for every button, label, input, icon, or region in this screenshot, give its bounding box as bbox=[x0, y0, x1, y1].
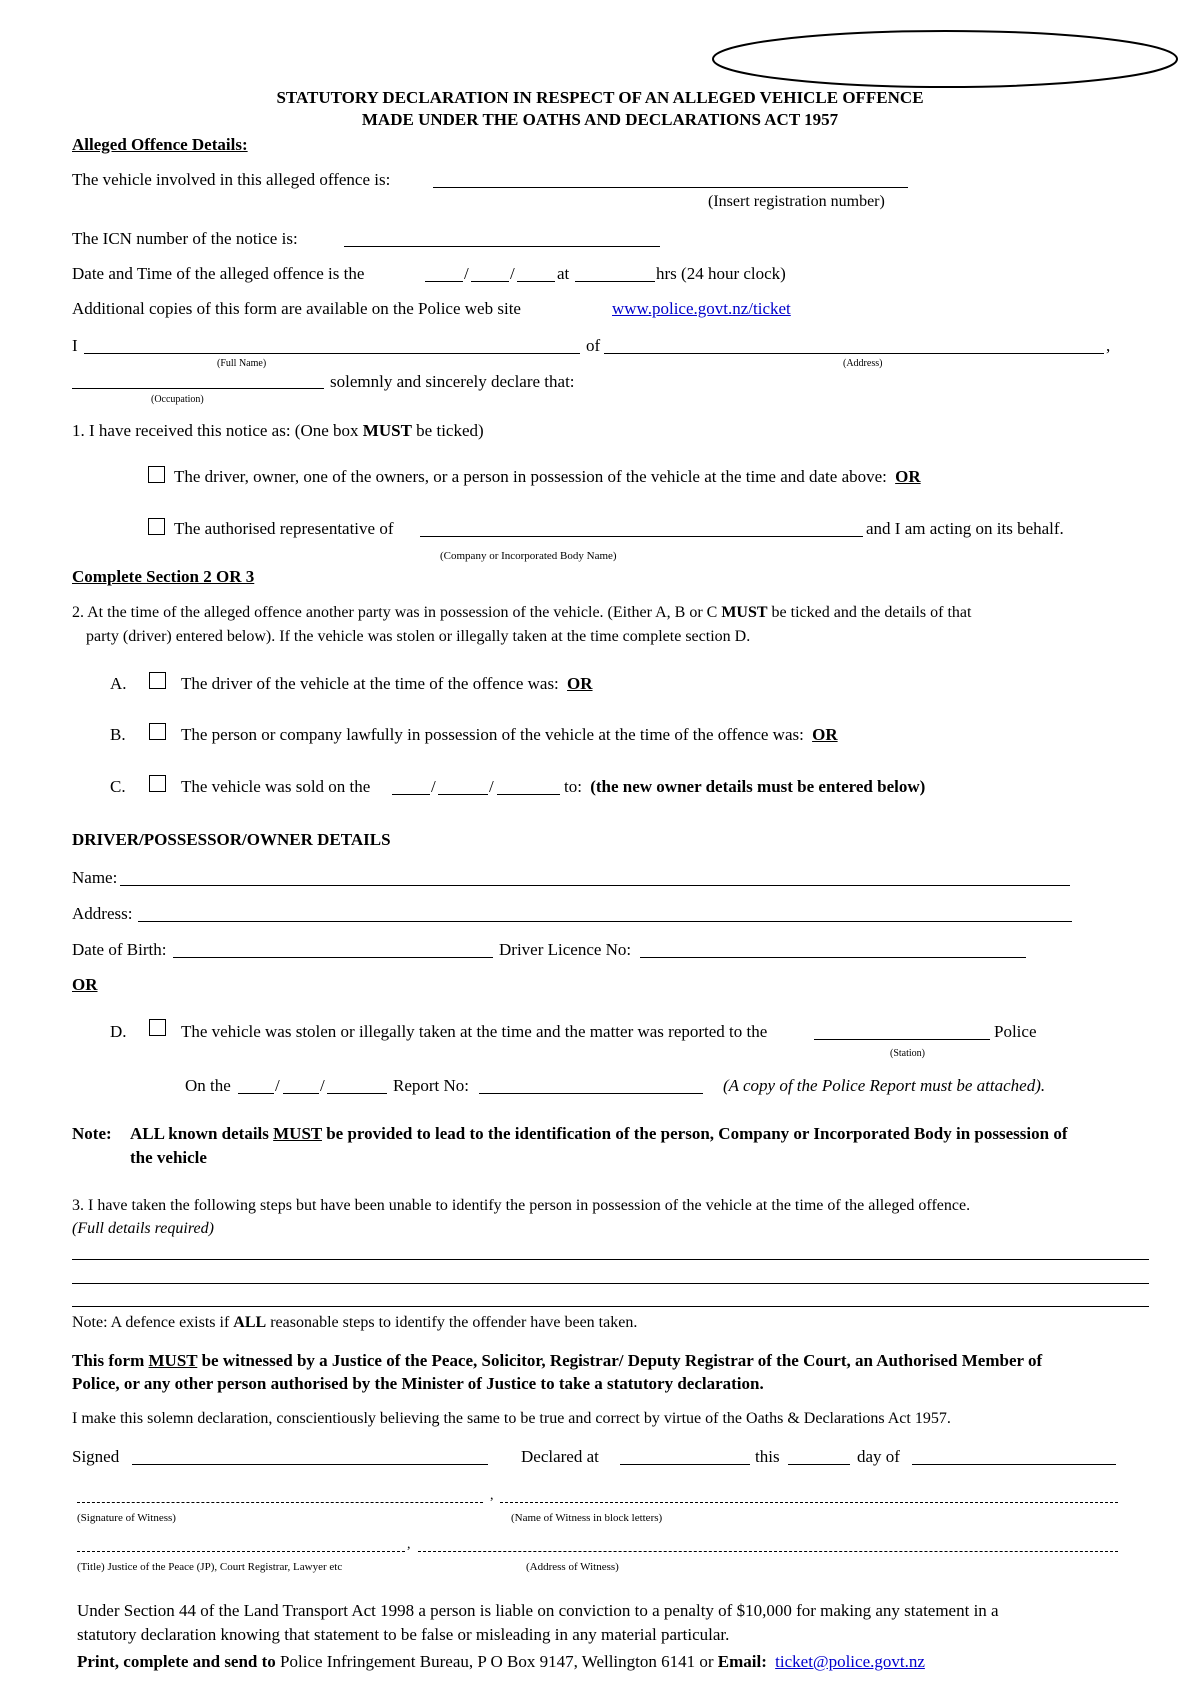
report-no-field[interactable] bbox=[479, 1093, 703, 1094]
note1-line1: ALL known details MUST be provided to lead to the identification of the person, Company or Incorporated Body in possession of bbox=[130, 1124, 1068, 1143]
registration-hint: (Insert registration number) bbox=[708, 193, 885, 210]
month-year-field[interactable] bbox=[912, 1464, 1116, 1465]
address-label: Address: bbox=[72, 904, 133, 923]
option-c-label: The vehicle was sold on the bbox=[181, 777, 371, 796]
title-hint: (Title) Justice of the Peace (JP), Court Registrar, Lawyer etc bbox=[77, 1561, 343, 1573]
section1-intro: 1. I have received this notice as: (One box MUST be ticked) bbox=[72, 421, 484, 440]
report-no-label: Report No: bbox=[393, 1076, 470, 1095]
company-hint: (Company or Incorporated Body Name) bbox=[440, 550, 617, 562]
declared-at-field[interactable] bbox=[620, 1464, 750, 1465]
report-month-field[interactable] bbox=[283, 1093, 319, 1094]
icn-field[interactable] bbox=[344, 246, 660, 247]
option-c-post: to: (the new owner details must be entered below) bbox=[564, 777, 926, 796]
email-link[interactable]: ticket@police.govt.nz bbox=[775, 1652, 925, 1671]
form-title-line2: MADE UNDER THE OATHS AND DECLARATIONS ACT 1957 bbox=[361, 110, 839, 129]
icn-label: The ICN number of the notice is: bbox=[72, 229, 298, 248]
registration-field[interactable] bbox=[433, 187, 908, 188]
date-year-field[interactable] bbox=[517, 281, 555, 282]
time-field[interactable] bbox=[575, 281, 655, 282]
driver-name-field[interactable] bbox=[120, 885, 1070, 886]
name-label: Name: bbox=[72, 868, 118, 887]
occupation-field[interactable] bbox=[72, 388, 324, 389]
address-field[interactable] bbox=[604, 353, 1104, 354]
steps-line-1[interactable] bbox=[72, 1259, 1149, 1260]
steps-line-3[interactable] bbox=[72, 1306, 1149, 1307]
office-use-oval bbox=[710, 28, 1180, 90]
report-year-field[interactable] bbox=[327, 1093, 387, 1094]
offence-heading: Alleged Offence Details: bbox=[72, 135, 248, 154]
date-day-field[interactable] bbox=[425, 281, 463, 282]
address-hint: (Address) bbox=[843, 358, 883, 369]
name-witness-hint: (Name of Witness in block letters) bbox=[511, 1512, 663, 1524]
form-title-line1: STATUTORY DECLARATION IN RESPECT OF AN ALLEGED VEHICLE OFFENCE bbox=[276, 88, 924, 107]
section2-heading: Complete Section 2 OR 3 bbox=[72, 567, 255, 586]
declare-text: solemnly and sincerely declare that: bbox=[330, 372, 575, 391]
sold-day-field[interactable] bbox=[392, 794, 430, 795]
signature-field[interactable] bbox=[132, 1464, 488, 1465]
date-month-field[interactable] bbox=[471, 281, 509, 282]
date-at: at bbox=[557, 264, 570, 283]
note1-line2: the vehicle bbox=[130, 1148, 207, 1167]
witness-address-field[interactable] bbox=[418, 1551, 1118, 1552]
witness-signature-field[interactable] bbox=[77, 1502, 483, 1503]
vehicle-label: The vehicle involved in this alleged offence is: bbox=[72, 170, 391, 189]
sold-year-field[interactable] bbox=[497, 794, 560, 795]
driver-address-field[interactable] bbox=[138, 921, 1072, 922]
station-hint: (Station) bbox=[890, 1048, 925, 1059]
day-field[interactable] bbox=[788, 1464, 850, 1465]
option-a: The driver of the vehicle at the time of the offence was: OR bbox=[181, 674, 593, 693]
steps-line-2[interactable] bbox=[72, 1283, 1149, 1284]
sold-month-field[interactable] bbox=[438, 794, 488, 795]
checkbox-c-sold[interactable] bbox=[149, 775, 166, 792]
on-the-label: On the bbox=[185, 1076, 231, 1095]
police-label: Police bbox=[994, 1022, 1037, 1041]
copies-text: Additional copies of this form are available on the Police web site bbox=[72, 299, 521, 318]
solemn-declaration: I make this solemn declaration, conscientiously believing the same to be true and correct by virtue of the Oaths & Declarations Act 1957. bbox=[72, 1410, 951, 1427]
time-hint: hrs (24 hour clock) bbox=[656, 264, 786, 283]
checkbox-b-possessor[interactable] bbox=[149, 723, 166, 740]
option-authorised-post: and I am acting on its behalf. bbox=[866, 519, 1064, 538]
declarant-of: of bbox=[586, 336, 601, 355]
day-of-label: day of bbox=[857, 1447, 900, 1466]
dob-label: Date of Birth: bbox=[72, 940, 167, 959]
send-instructions: Print, complete and send to Police Infringement Bureau, P O Box 9147, Wellington 6141 or Email: ticket@police.govt.nz bbox=[77, 1652, 925, 1671]
option-authorised-label: The authorised representative of bbox=[174, 519, 394, 538]
option-b: The person or company lawfully in possession of the vehicle at the time of the offence was: OR bbox=[181, 725, 838, 744]
licence-label: Driver Licence No: bbox=[499, 940, 632, 959]
copy-note: (A copy of the Police Report must be attached). bbox=[723, 1076, 1046, 1095]
section2-intro-line1: 2. At the time of the alleged offence another party was in possession of the vehicle. (Either A, B or C MUST be ticked and the details of that bbox=[72, 604, 972, 621]
section2-intro-line2: party (driver) entered below). If the vehicle was stolen or illegally taken at the time complete section D. bbox=[86, 628, 751, 645]
dob-field[interactable] bbox=[173, 957, 493, 958]
date-label: Date and Time of the alleged offence is the bbox=[72, 264, 365, 283]
checkbox-d-stolen[interactable] bbox=[149, 1019, 166, 1036]
witness-note-line2: Police, or any other person authorised by the Minister of Justice to take a statutory declaration. bbox=[72, 1374, 764, 1393]
checkbox-driver-owner[interactable] bbox=[148, 466, 165, 483]
company-name-field[interactable] bbox=[420, 536, 863, 537]
police-website-link[interactable]: www.police.govt.nz/ticket bbox=[612, 299, 791, 318]
signature-witness-hint: (Signature of Witness) bbox=[77, 1512, 176, 1524]
penalty-line2: statutory declaration knowing that statement to be false or misleading in any material particular. bbox=[77, 1625, 730, 1644]
witness-title-field[interactable] bbox=[77, 1551, 405, 1552]
occupation-hint: (Occupation) bbox=[151, 394, 204, 405]
declared-at-label: Declared at bbox=[521, 1447, 599, 1466]
station-field[interactable] bbox=[814, 1039, 990, 1040]
full-name-field[interactable] bbox=[84, 353, 580, 354]
full-name-hint: (Full Name) bbox=[217, 358, 267, 369]
option-driver-owner: The driver, owner, one of the owners, or a person in possession of the vehicle at the time and date above: OR bbox=[174, 467, 921, 486]
this-label: this bbox=[755, 1447, 780, 1466]
option-d-text: The vehicle was stolen or illegally taken at the time and the matter was reported to the bbox=[181, 1022, 768, 1041]
details-heading: DRIVER/POSSESSOR/OWNER DETAILS bbox=[72, 830, 391, 849]
witness-note-line1: This form MUST be witnessed by a Justice of the Peace, Solicitor, Registrar/ Deputy Registrar of the Court, an Authorised Member of bbox=[72, 1351, 1043, 1370]
section3-line2: (Full details required) bbox=[72, 1220, 214, 1237]
checkbox-a-driver[interactable] bbox=[149, 672, 166, 689]
or-divider: OR bbox=[72, 975, 98, 994]
declarant-i: I bbox=[72, 336, 78, 355]
licence-field[interactable] bbox=[640, 957, 1026, 958]
section3-line1: 3. I have taken the following steps but have been unable to identify the person in possession of the vehicle at the time of the alleged offence. bbox=[72, 1197, 971, 1214]
note1-label: Note: bbox=[72, 1124, 112, 1143]
signed-label: Signed bbox=[72, 1447, 120, 1466]
penalty-line1: Under Section 44 of the Land Transport Act 1998 a person is liable on conviction to a penalty of $10,000 for making any statement in a bbox=[77, 1601, 999, 1620]
address-witness-hint: (Address of Witness) bbox=[526, 1561, 619, 1573]
checkbox-authorised-representative[interactable] bbox=[148, 518, 165, 535]
witness-name-field[interactable] bbox=[500, 1502, 1118, 1503]
report-day-field[interactable] bbox=[238, 1093, 274, 1094]
note2: Note: A defence exists if ALL reasonable steps to identify the offender have been taken. bbox=[72, 1314, 638, 1331]
